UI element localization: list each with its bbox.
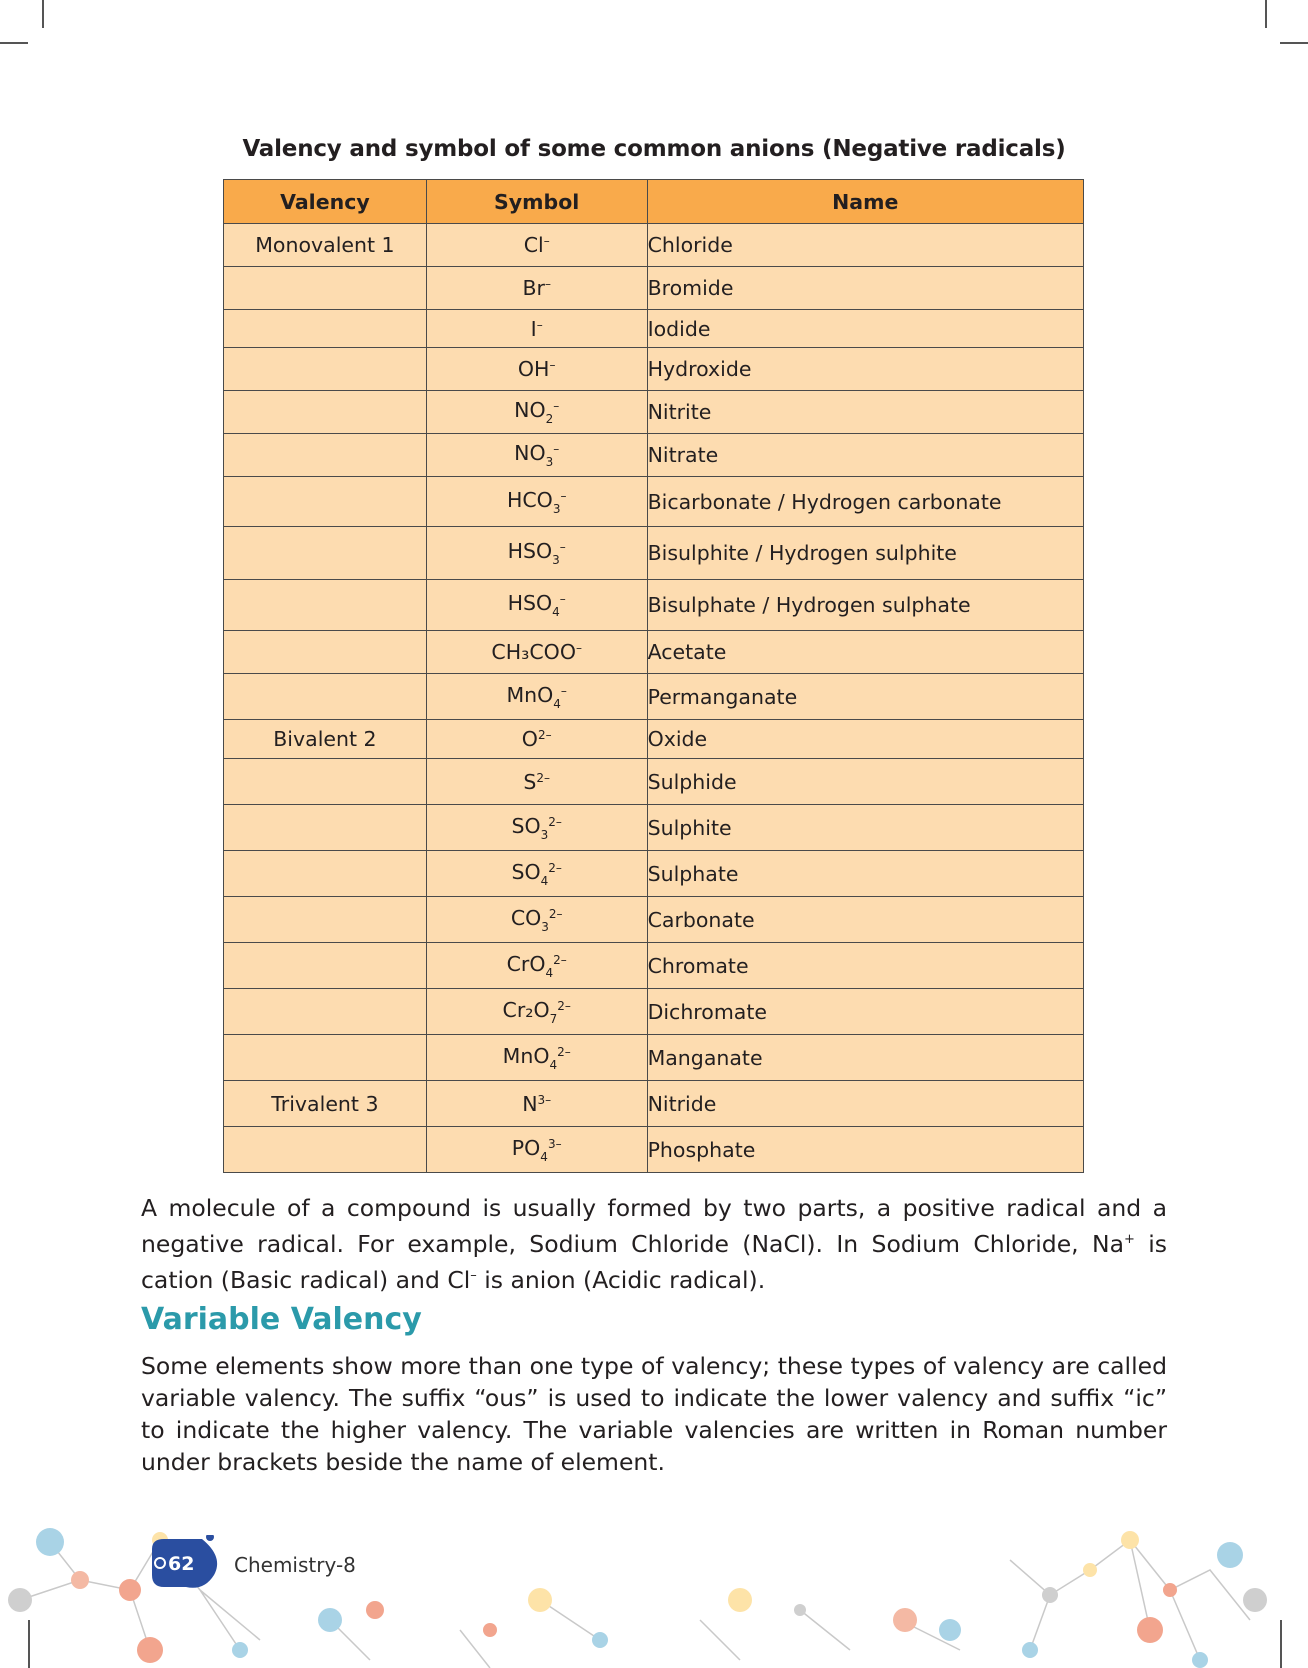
table-row [224,631,1084,674]
cation-charge: + [1123,1232,1135,1247]
book-title: Chemistry-8 [234,1553,356,1577]
table-row [224,580,1084,631]
symbol-subscript: 4 [545,965,554,980]
crop-mark [1265,0,1267,28]
symbol-cell [426,267,647,310]
name-cell: Sulphate [647,851,1083,897]
symbol-subscript: 4 [540,873,549,888]
symbol-charge: – [575,641,582,655]
table-row [224,674,1084,720]
symbol-subscript: 3 [540,827,549,842]
table-header-row [224,180,1084,224]
name-cell: Sulphide [647,759,1083,805]
table-row [224,1035,1084,1081]
table-row [224,477,1084,527]
valency-cell [224,434,427,477]
symbol-base: Cr₂O [502,997,550,1022]
symbol-subscript: 3 [541,919,549,934]
symbol-base: O [521,727,538,751]
valency-cell [224,759,427,805]
name-cell: Chloride [647,224,1083,267]
symbol-base: I [530,316,537,341]
name-cell: Manganate [647,1035,1083,1081]
table-row [224,989,1084,1035]
valency-cell [224,897,427,943]
paragraph-text: is anion (Acidic radical). [476,1266,766,1294]
symbol-cell [426,1081,647,1127]
valency-cell [224,1127,427,1173]
variable-valency-paragraph: Some elements show more than one type of valency; these types of valency are called variable valency. The suffix “ous” is used to indicate the lower valency and suffix “ic” to indicate the higher valency. The variable valencies are written in Roman number under brackets beside the name of element. [141,1352,1167,1476]
symbol-charge: 2– [548,814,562,829]
symbol-cell [426,434,647,477]
table-row [224,805,1084,851]
symbol-cell [426,1035,647,1081]
radical-paragraph [141,1192,1167,1296]
name-cell: Iodide [647,310,1083,348]
symbol-charge: – [560,488,567,503]
symbol-base: NO [514,441,546,465]
symbol-base: HCO [506,487,553,512]
symbol-charge: 3– [547,1136,562,1151]
name-cell: Chromate [647,943,1083,989]
symbol-base: N [522,1091,538,1116]
symbol-cell [426,897,647,943]
symbol-cell [426,631,647,674]
symbol-base: SO [511,859,541,884]
name-cell: Dichromate [647,989,1083,1035]
symbol-charge: – [543,234,550,248]
name-cell: Nitrate [647,434,1083,477]
symbol-base: MnO [506,682,554,707]
crop-mark [0,42,28,44]
symbol-cell [426,943,647,989]
symbol-charge: – [544,277,551,291]
symbol-charge: – [559,592,566,606]
header-valency: Valency [224,180,427,224]
name-cell: Bisulphate / Hydrogen sulphate [647,580,1083,631]
symbol-cell [426,720,647,759]
symbol-charge: 2– [548,860,562,875]
symbol-charge: 2– [548,906,563,921]
symbol-charge: 2– [537,728,552,742]
symbol-charge: – [560,683,567,698]
symbol-subscript: 4 [552,605,560,619]
table-row [224,720,1084,759]
valency-cell [224,851,427,897]
symbol-charge: 2– [536,770,551,785]
symbol-subscript: 3 [545,455,554,469]
symbol-base: Cl [523,233,544,257]
table-row [224,897,1084,943]
symbol-cell [426,580,647,631]
symbol-cell [426,348,647,391]
symbol-base: NO [514,398,546,422]
symbol-base: HSO [507,539,553,563]
symbol-cell [426,851,647,897]
table-row [224,851,1084,897]
valency-cell [224,580,427,631]
valency-cell [224,348,427,391]
name-cell: Hydroxide [647,348,1083,391]
valency-cell [224,477,427,527]
symbol-cell [426,989,647,1035]
valency-cell: Bivalent 2 [224,720,427,759]
table-row [224,1127,1084,1173]
section-heading: Variable Valency [141,1302,422,1337]
symbol-cell [426,527,647,580]
symbol-charge: – [553,399,560,413]
symbol-charge: 2– [557,998,571,1013]
paragraph-text: A molecule of a compound is usually formed by two parts, a positive radical and a negative radical. For example, Sodium Chloride (NaCl). In Sodium Chloride, Na [141,1194,1167,1258]
valency-cell: Trivalent 3 [224,1081,427,1127]
crop-mark [42,0,44,28]
valency-cell [224,631,427,674]
symbol-base: S [523,769,537,794]
symbol-subscript: 4 [549,1057,558,1072]
name-cell: Phosphate [647,1127,1083,1173]
symbol-cell [426,759,647,805]
table-row [224,527,1084,580]
table-row [224,310,1084,348]
symbol-cell [426,310,647,348]
symbol-base: SO [511,813,541,838]
paragraph-text: is cation (Basic radical) and Cl [141,1230,1167,1294]
symbol-base: CrO [506,951,546,976]
symbol-charge: 2– [557,1044,571,1059]
symbol-base: CO [510,905,542,930]
name-cell: Bisulphite / Hydrogen sulphite [647,527,1083,580]
name-cell: Acetate [647,631,1083,674]
valency-cell [224,943,427,989]
table-row [224,348,1084,391]
table-row [224,391,1084,434]
table-title: Valency and symbol of some common anions (Negative radicals) [242,136,1066,162]
symbol-subscript: 4 [553,696,561,711]
table-row [224,224,1084,267]
symbol-subscript: 3 [552,553,560,567]
symbol-subscript: 2 [545,412,554,426]
valency-cell [224,527,427,580]
symbol-base: Br [522,276,545,300]
name-cell: Oxide [647,720,1083,759]
anions-table [223,179,1084,1173]
name-cell: Bromide [647,267,1083,310]
symbol-charge: – [536,317,543,332]
symbol-cell [426,477,647,527]
table-row [224,434,1084,477]
valency-cell [224,989,427,1035]
symbol-cell [426,224,647,267]
symbol-cell [426,805,647,851]
symbol-cell [426,391,647,434]
valency-cell: Monovalent 1 [224,224,427,267]
table-row [224,943,1084,989]
symbol-cell [426,1127,647,1173]
name-cell: Carbonate [647,897,1083,943]
symbol-base: HSO [507,591,553,615]
symbol-charge: – [559,540,566,554]
valency-cell [224,267,427,310]
valency-cell [224,805,427,851]
name-cell: Permanganate [647,674,1083,720]
valency-cell [224,1035,427,1081]
header-symbol: Symbol [426,180,647,224]
symbol-subscript: 4 [540,1149,548,1164]
page-number: 62 [168,1553,195,1575]
symbol-cell [426,674,647,720]
symbol-charge: 2– [553,952,567,967]
name-cell: Sulphite [647,805,1083,851]
anion-charge: – [470,1268,477,1283]
symbol-charge: – [549,358,556,372]
symbol-base: CH₃COO [491,640,576,664]
header-name: Name [647,180,1083,224]
table-row [224,759,1084,805]
symbol-base: PO [511,1135,541,1160]
name-cell: Nitride [647,1081,1083,1127]
symbol-base: MnO [502,1043,550,1068]
symbol-subscript: 3 [552,501,561,516]
name-cell: Bicarbonate / Hydrogen carbonate [647,477,1083,527]
valency-cell [224,674,427,720]
name-cell: Nitrite [647,391,1083,434]
table-row [224,267,1084,310]
crop-mark [1280,42,1308,44]
symbol-subscript: 7 [549,1011,558,1026]
valency-cell [224,310,427,348]
table-row [224,1081,1084,1127]
valency-cell [224,391,427,434]
symbol-base: OH [517,357,550,381]
symbol-charge: 3– [537,1092,552,1107]
symbol-charge: – [553,442,560,456]
